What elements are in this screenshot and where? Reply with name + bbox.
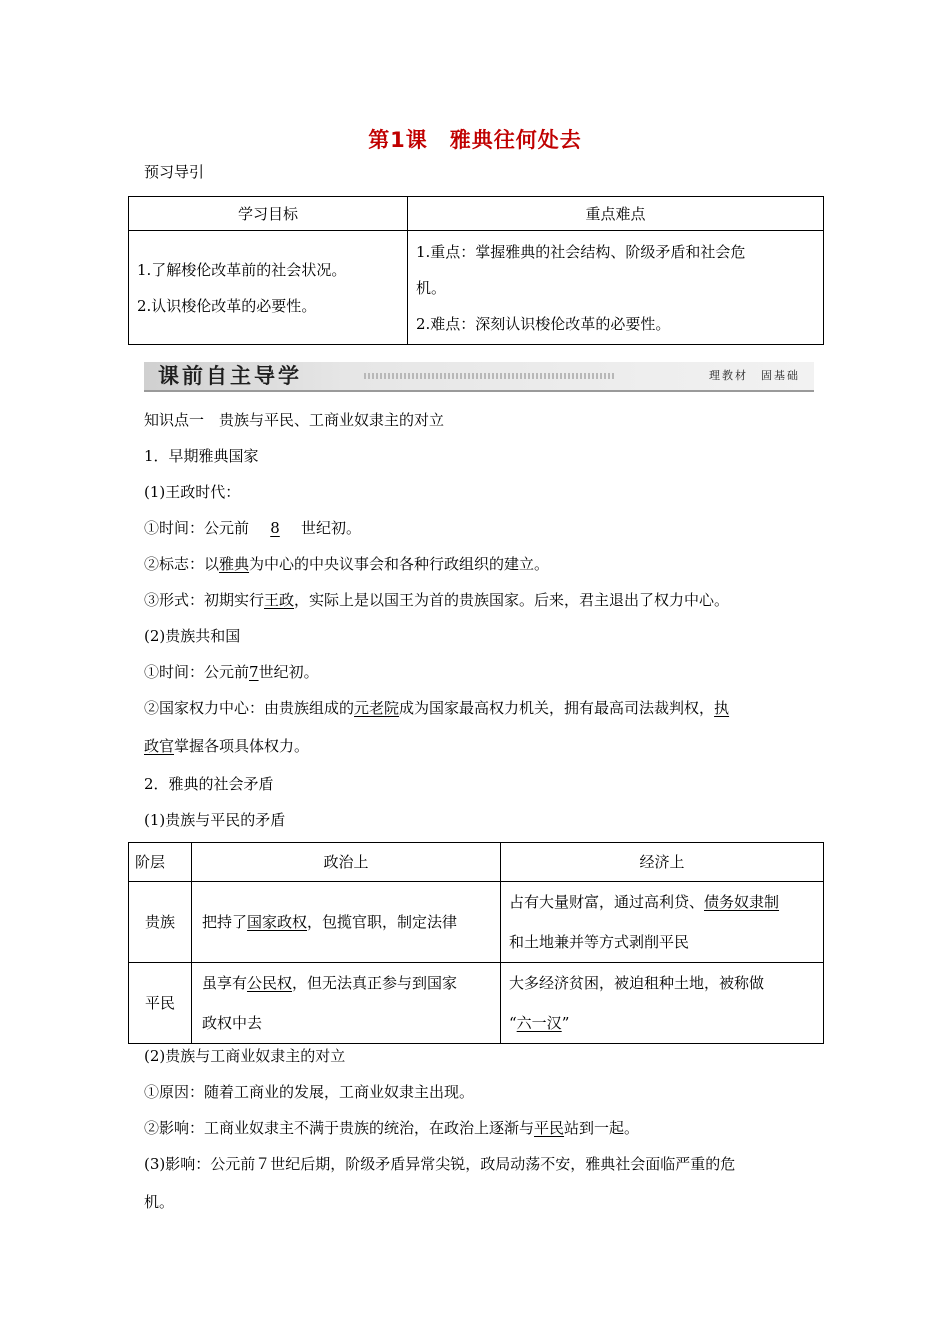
- text: 世纪初。: [258, 663, 319, 681]
- text: 站到一起。: [564, 1119, 640, 1137]
- text: ③形式：初期实行: [144, 591, 265, 609]
- subheading: (2)贵族共和国: [144, 627, 241, 645]
- noble-political: [192, 882, 501, 963]
- text-line: [144, 662, 319, 682]
- text-line: [144, 698, 729, 718]
- underlined-answer: 债务奴隶制: [704, 893, 780, 911]
- section-banner: [144, 362, 814, 392]
- underlined-answer: 平民: [534, 1119, 565, 1137]
- preview-heading: 预习导引: [144, 163, 205, 181]
- text-line: 机。: [144, 1193, 175, 1211]
- subheading: 1．早期雅典国家: [144, 447, 259, 465]
- banner-subtitle: 理教材 固基础: [709, 369, 800, 382]
- noble-economic: [501, 882, 824, 963]
- answer-blank: 8: [270, 519, 280, 537]
- subheading: (1)贵族与平民的矛盾: [144, 811, 286, 829]
- goal-item: 2.认识梭伦改革的必要性。: [137, 296, 317, 315]
- text-line: [144, 554, 549, 574]
- text: ①时间：公元前: [144, 519, 250, 537]
- underlined-answer: 国家政权: [247, 913, 308, 931]
- text: 掌握各项具体权力。: [174, 737, 310, 755]
- keypoint-line: 2.难点：深刻认识梭伦改革的必要性。: [416, 314, 671, 333]
- underlined-answer: 六一汉: [516, 1014, 562, 1032]
- text: 和土地兼并等方式剥削平民: [509, 933, 690, 951]
- underlined-answer: 7: [249, 663, 259, 681]
- banner-stripe: [364, 373, 614, 379]
- text: 世纪初。: [301, 519, 362, 537]
- commoner-economic: [501, 963, 824, 1044]
- underlined-answer: 雅典: [219, 555, 250, 573]
- subheading: (2)贵族与工商业奴隶主的对立: [144, 1047, 346, 1065]
- text: 政权中去: [202, 1014, 263, 1032]
- text: ，包揽官职，制定法律: [307, 913, 458, 931]
- text-line: [144, 518, 361, 538]
- keypoints-cell: [408, 231, 824, 345]
- text: ②国家权力中心：由贵族组成的: [144, 699, 355, 717]
- text: ②影响：工商业奴隶主不满于贵族的统治，在政治上逐渐与: [144, 1119, 535, 1137]
- text: 成为国家最高权力机关，拥有最高司法裁判权，: [399, 699, 715, 717]
- text: 虽享有: [202, 974, 248, 992]
- subheading: 2．雅典的社会矛盾: [144, 775, 274, 793]
- goal-item: 1.了解梭伦改革前的社会状况。: [137, 260, 347, 279]
- text: “: [509, 1014, 517, 1032]
- text-line: [144, 736, 309, 756]
- underlined-answer: 执: [714, 699, 730, 717]
- underlined-answer: 王政: [264, 591, 295, 609]
- banner-title: 课前自主导学: [158, 364, 302, 388]
- underlined-answer: 公民权: [247, 974, 293, 992]
- conflict-table: [128, 842, 824, 1044]
- text: 大多经济贫困，被迫租种土地，被称做: [509, 974, 765, 992]
- commoner-political: [192, 963, 501, 1044]
- text: ①时间：公元前: [144, 663, 250, 681]
- text: ，但无法真正参与到国家: [292, 974, 458, 992]
- text-line: [144, 1118, 639, 1138]
- knowledge-point-heading: 知识点一 贵族与平民、工商业奴隶主的对立: [144, 411, 445, 429]
- text: 为中心的中央议事会和各种行政组织的建立。: [249, 555, 550, 573]
- header-political: 政治上: [192, 843, 501, 882]
- text-line: (3)影响：公元前７世纪后期，阶级矛盾异常尖锐，政局动荡不安，雅典社会面临严重的危: [144, 1155, 736, 1173]
- goals-header: 学习目标: [129, 197, 408, 231]
- text: 把持了: [202, 913, 248, 931]
- text-line: ①原因：随着工商业的发展，工商业奴隶主出现。: [144, 1083, 475, 1101]
- keypoint-line: 1.重点：掌握雅典的社会结构、阶级矛盾和社会危: [416, 242, 746, 261]
- page-title: 第1课 雅典往何处去: [368, 128, 582, 152]
- row-label-noble: 贵族: [129, 882, 192, 963]
- text: 占有大量财富，通过高利贷、: [509, 893, 705, 911]
- header-class: 阶层: [129, 843, 192, 882]
- text-line: [144, 590, 729, 610]
- header-economic: 经济上: [501, 843, 824, 882]
- underlined-answer: 政官: [144, 737, 175, 755]
- text: ②标志：以: [144, 555, 220, 573]
- keypoint-line: 机。: [416, 278, 447, 297]
- text: ，实际上是以国王为首的贵族国家。后来，君主退出了权力中心。: [294, 591, 730, 609]
- goals-table: [128, 196, 824, 345]
- keypoints-header: 重点难点: [408, 197, 824, 231]
- row-label-commoner: 平民: [129, 963, 192, 1044]
- underlined-answer: 元老院: [354, 699, 400, 717]
- goals-cell: [129, 231, 408, 345]
- subheading: (1)王政时代：: [144, 483, 241, 501]
- text: ”: [561, 1014, 570, 1032]
